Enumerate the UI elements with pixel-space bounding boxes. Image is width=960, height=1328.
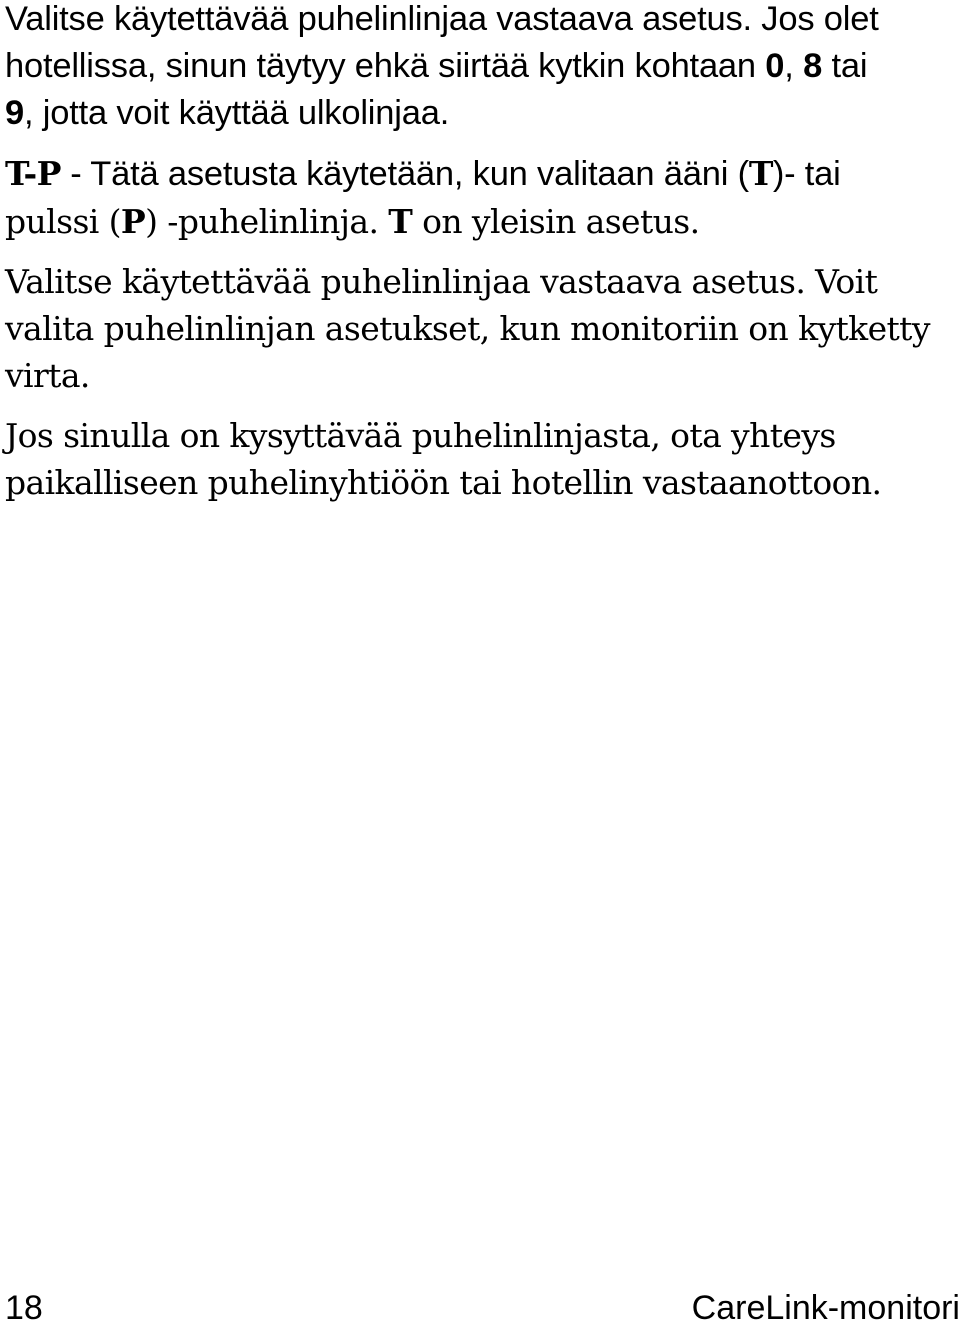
page-number: 18: [5, 1289, 43, 1327]
text-line: Valitse käytettävää puhelinlinjaa vastaava asetus. Jos olet: [5, 0, 879, 38]
paragraph-tp-setting: [5, 150, 960, 245]
text-span: , jotta voit käyttää ulkolinjaa.: [24, 94, 450, 132]
text-span: )- tai: [772, 155, 841, 193]
setting-tp: T-P: [5, 154, 61, 193]
text-span: ) -puhelinlinja.: [145, 202, 389, 241]
text-line: [5, 198, 960, 245]
setting-p: P: [120, 202, 146, 241]
text-span: pulssi (: [5, 202, 121, 241]
setting-t: T: [388, 202, 413, 241]
page-footer: [5, 1288, 960, 1328]
text-line: virta.: [5, 356, 90, 395]
text-line: paikalliseen puhelinyhtiöön tai hotellin vastaanottoon.: [5, 463, 882, 502]
paragraph-line-settings: [5, 258, 960, 399]
setting-t: T: [748, 154, 773, 193]
text-span: ,: [784, 47, 804, 85]
text-span: - Tätä asetusta käytetään, kun valitaan ääni (: [60, 155, 749, 193]
text-line: [5, 43, 960, 90]
text-span: on yleisin asetus.: [412, 202, 700, 241]
text-line: [5, 90, 960, 137]
switch-value-8: 8: [803, 47, 823, 85]
text-line: Valitse käytettävää puhelinlinjaa vastaava asetus. Voit: [5, 262, 878, 301]
text-span: tai: [822, 47, 868, 85]
document-title: CareLink-monitori: [691, 1289, 960, 1327]
switch-value-0: 0: [765, 47, 785, 85]
document-body: [5, 0, 960, 519]
paragraph-questions: [5, 412, 960, 506]
text-line: [5, 150, 960, 198]
switch-value-9: 9: [5, 94, 24, 132]
text-line: Jos sinulla on kysyttävää puhelinlinjasta, ota yhteys: [5, 416, 836, 455]
text-span: hotellissa, sinun täytyy ehkä siirtää kytkin kohtaan: [5, 47, 766, 85]
text-line: valita puhelinlinjan asetukset, kun monitoriin on kytketty: [5, 309, 930, 348]
paragraph-hotel-switch: [5, 0, 960, 137]
